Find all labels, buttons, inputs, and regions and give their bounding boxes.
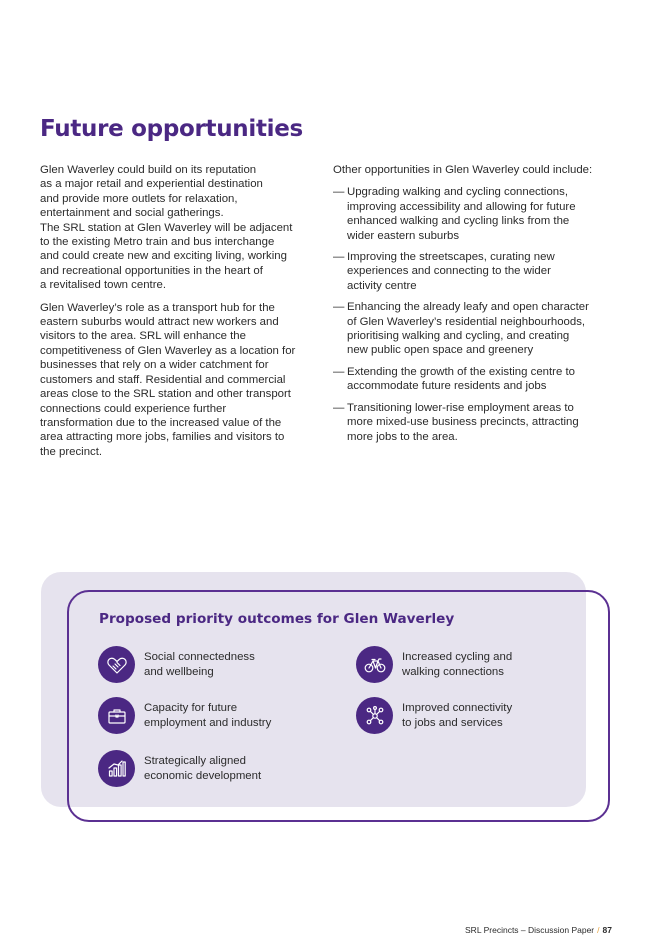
bicycle-icon (356, 646, 393, 683)
footer-doc-title: SRL Precincts – Discussion Paper (465, 925, 595, 935)
transport-hub-paragraph: Glen Waverley’s role as a transport hub for the eastern suburbs would attract new workers and visitors to the area. SRL will enhance the competitiveness of Glen Waverley as a location for businesses that rely on a wider catchment for customers and staff. Residential and commercial areas close to the SRL station and other transport connections could experience further transformation due to the increased value of the area attracting more jobs, families and visitors to the precinct. (40, 301, 296, 458)
intro-paragraph: Glen Waverley could build on its reputation as a major retail and experiential destination and provide more outlets for relaxation, entertainment and social gatherings. The SRL station at Glen Waverley will be adjacent to the existing Metro train and bus interchange and could create new and exciting living, working and recreational opportunities in the heart of a revitalised town centre. (40, 164, 293, 292)
outcomes-panel-title: Proposed priority outcomes for Glen Waverley (99, 611, 455, 627)
opportunities-intro: Other opportunities in Glen Waverley could include: (333, 164, 593, 176)
list-item-text: Enhancing the already leafy and open character of Glen Waverley’s residential neighbourhoods, prioritising walking and cycling, and creating new public open space and greenery (347, 301, 589, 357)
list-item (333, 250, 618, 293)
outcome-employment-capacity (98, 697, 271, 734)
outcome-improved-connectivity (356, 697, 512, 734)
right-column (333, 163, 618, 451)
list-item (333, 300, 618, 358)
briefcase-icon (98, 697, 135, 734)
outcome-economic-development (98, 750, 261, 787)
outcome-label: Increased cycling and walking connections (402, 651, 513, 678)
outcome-label: Capacity for future employment and industry (144, 702, 272, 729)
bullet-dash: — (333, 301, 345, 314)
page-heading: Future opportunities (40, 116, 303, 142)
outcome-label: Social connectedness and wellbeing (144, 651, 255, 678)
list-item-text: Upgrading walking and cycling connections, improving accessibility and allowing for future enhanced walking and cycling links from the wider eastern suburbs (347, 186, 576, 242)
list-item-text: Improving the streetscapes, curating new experiences and connecting to the wider activity centre (347, 251, 555, 292)
list-item (333, 401, 618, 444)
page-footer (465, 925, 612, 935)
page-number: 87 (602, 925, 612, 935)
left-column (40, 163, 320, 467)
footer-separator: / (597, 925, 600, 935)
bar-chart-icon (98, 750, 135, 787)
list-item (333, 185, 618, 243)
bullet-dash: — (333, 401, 345, 414)
bullet-dash: — (333, 365, 345, 378)
outcome-label: Improved connectivity to jobs and services (402, 702, 513, 729)
opportunities-list (333, 185, 618, 444)
list-item-text: Extending the growth of the existing centre to accommodate future residents and jobs (347, 365, 575, 393)
bullet-dash: — (333, 251, 345, 264)
network-icon (356, 697, 393, 734)
outcome-cycling-walking (356, 646, 512, 683)
outcome-label: Strategically aligned economic development (144, 755, 262, 782)
bullet-dash: — (333, 186, 345, 199)
handshake-icon (98, 646, 135, 683)
list-item (333, 365, 618, 394)
outcome-social-connectedness (98, 646, 255, 683)
list-item-text: Transitioning lower-rise employment areas to more mixed-use business precincts, attracting more jobs to the area. (347, 401, 579, 443)
